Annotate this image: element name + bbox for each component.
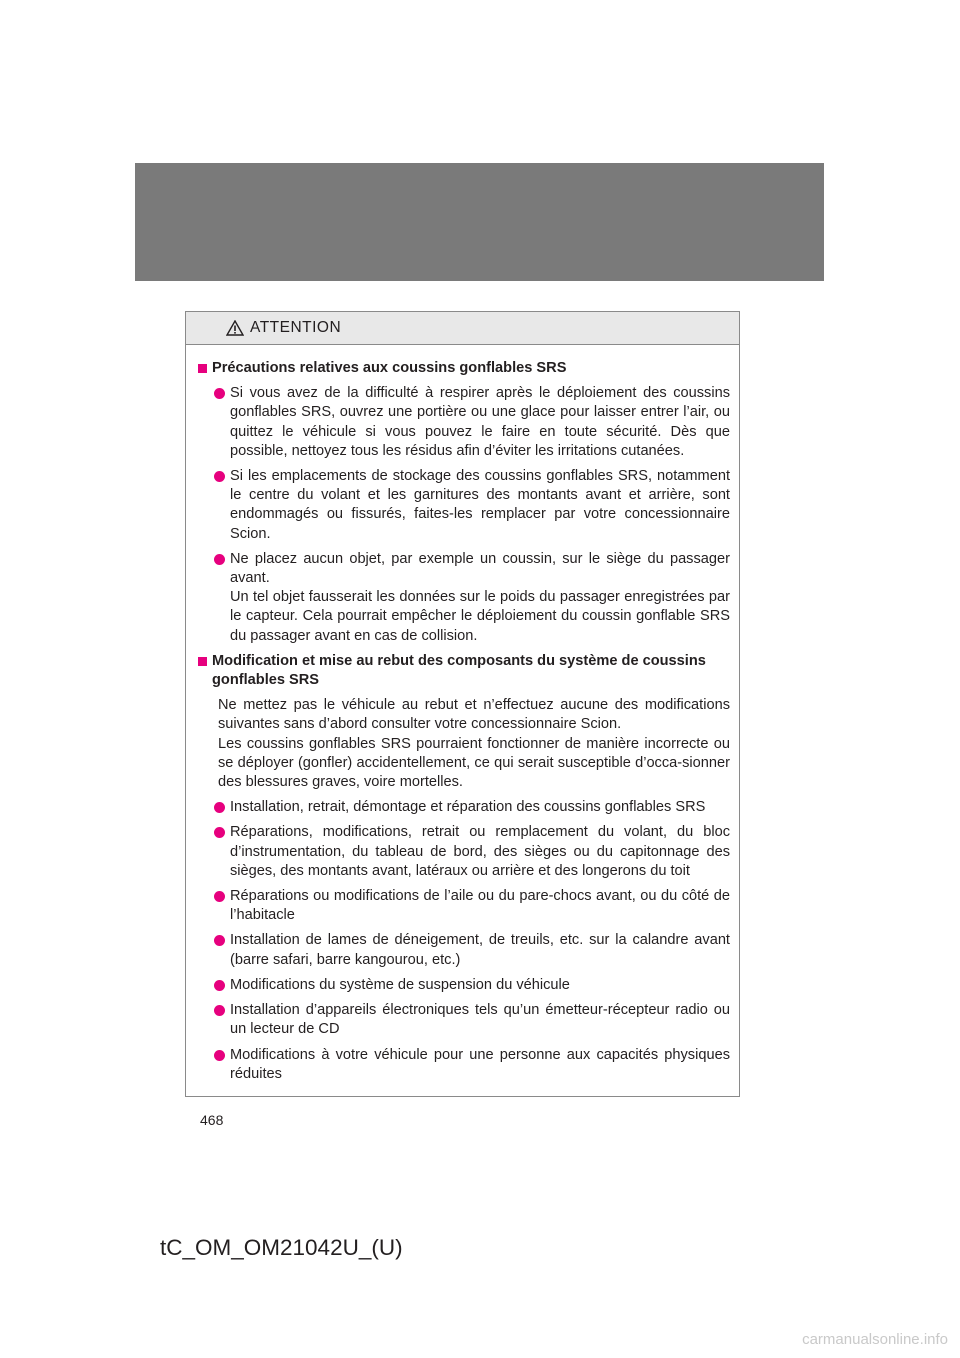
round-bullet-icon: [214, 554, 225, 565]
list-item: Installation de lames de déneigement, de treuils, etc. sur la calandre avant (barre safari, barre kangourou, etc.): [198, 931, 730, 969]
paragraph: Ne mettez pas le véhicule au rebut et n’effectuez aucune des modifications suivantes sans d’abord consulter votre concessionnaire Scion. Les coussins gonflables SRS pourraient fonctionner de manière incorrecte ou se déployer (gonfler) accidentellement, ce qui serait susceptible d’occa-sionner des blessures graves, voire mortelles.: [218, 697, 730, 791]
header-band: [135, 163, 824, 281]
warning-triangle-icon: [226, 320, 244, 336]
round-bullet-icon: [214, 980, 225, 991]
round-bullet-icon: [214, 827, 225, 838]
list-item: Installation, retrait, démontage et réparation des coussins gonflables SRS: [198, 798, 730, 817]
attention-box: [185, 311, 740, 1097]
list-item: Réparations ou modifications de l’aile ou du pare-chocs avant, ou du côté de l’habitacle: [198, 887, 730, 925]
round-bullet-icon: [214, 891, 225, 902]
round-bullet-icon: [214, 935, 225, 946]
square-bullet-icon: [198, 364, 207, 373]
list-item: Réparations, modifications, retrait ou remplacement du volant, du bloc d’instrumentation, du tableau de bord, des sièges ou du capitonnage des sièges, des montants avant, latéraux ou arrière et des longerons du toit: [198, 823, 730, 881]
list-item-text: Ne placez aucun objet, par exemple un coussin, sur le siège du passager avant.: [230, 550, 730, 587]
round-bullet-icon: [214, 1050, 225, 1061]
section-heading: Précautions relatives aux coussins gonflables SRS: [198, 359, 730, 378]
round-bullet-icon: [214, 388, 225, 399]
section-heading: Modification et mise au rebut des composants du système de coussins gonflables SRS: [198, 652, 730, 690]
watermark: carmanualsonline.info: [802, 1331, 948, 1348]
round-bullet-icon: [214, 1005, 225, 1016]
list-item: [198, 550, 730, 646]
attention-content: [186, 345, 739, 1084]
round-bullet-icon: [214, 471, 225, 482]
list-item: Modifications à votre véhicule pour une personne aux capacités physiques réduites: [198, 1046, 730, 1084]
list-item: Installation d’appareils électroniques tels qu’un émetteur-récepteur radio ou un lecteur de CD: [198, 1001, 730, 1039]
list-item: Si vous avez de la difficulté à respirer après le déploiement des coussins gonflables SRS, ouvrez une portière ou une glace pour laisser entrer l’air, ou quittez le véhicule si vous pouvez le faire en toute sécurité. Dès que possible, nettoyez tous les résidus afin d’éviter les irritations cutanées.: [198, 384, 730, 461]
page-number: 468: [200, 1112, 224, 1128]
attention-title: ATTENTION: [250, 319, 342, 336]
attention-header: [186, 312, 739, 345]
round-bullet-icon: [214, 802, 225, 813]
list-item: Si les emplacements de stockage des coussins gonflables SRS, notamment le centre du volant et les garnitures des montants avant et arrière, sont endommagés ou fissurés, faites-les remplacer par votre concessionnaire Scion.: [198, 467, 730, 544]
list-item-extra: Un tel objet fausserait les données sur le poids du passager enregistrées par le capteur. Cela pourrait empêcher le déploiement du coussin gonflable SRS du passager avant en cas de collision.: [230, 589, 730, 644]
list-item: Modifications du système de suspension du véhicule: [198, 976, 730, 995]
square-bullet-icon: [198, 657, 207, 666]
document-code: tC_OM_OM21042U_(U): [160, 1235, 403, 1260]
